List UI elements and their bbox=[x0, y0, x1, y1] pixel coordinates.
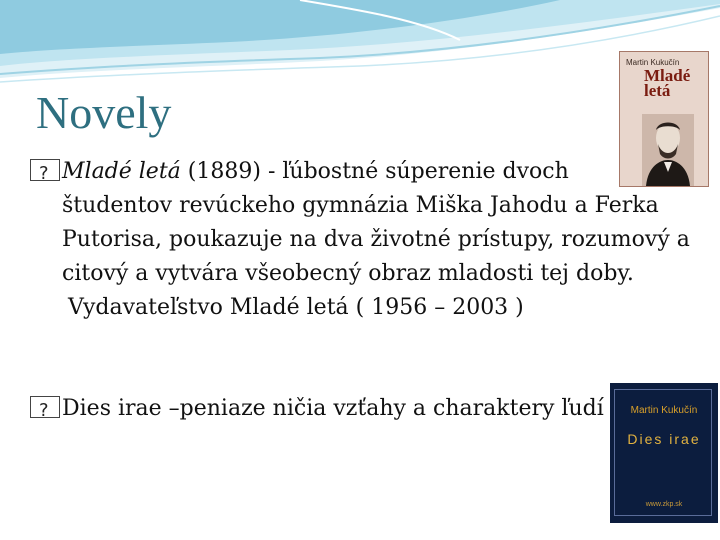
item-text: Dies irae –peniaze ničia vzťahy a charaktery ľudí bbox=[62, 396, 604, 421]
list-item-dies-irae bbox=[30, 392, 690, 426]
cover-author: Martin Kukučín bbox=[630, 405, 698, 416]
cover-url: www.zkp.sk bbox=[645, 501, 683, 508]
dies-irae-book-cover bbox=[610, 383, 718, 523]
item-continuation-text: študentov revúckeho gymnázia Miška Jahodu a Ferka Putorisa, poukazuje na dva životné prístupy, rozumový a citový a vytvára všeobecný obraz mladosti tej doby. bbox=[62, 193, 690, 286]
slide-title: Novely bbox=[36, 87, 172, 138]
list-item-mlade-leta bbox=[30, 155, 690, 325]
author-portrait-icon bbox=[642, 114, 694, 186]
cover-author: Martin Kukučín bbox=[626, 58, 680, 67]
missing-glyph-bullet-icon bbox=[30, 396, 60, 418]
mlade-leta-book-cover bbox=[619, 51, 709, 187]
book-title-italic: Mladé letá bbox=[62, 159, 181, 184]
publisher-text: Vydavateľstvo Mladé letá ( 1956 – 2003 ) bbox=[68, 295, 524, 320]
item-lead-text: (1889) - ľúbostné súperenie dvoch bbox=[180, 159, 569, 184]
cover-title: Mladé letá bbox=[644, 66, 691, 100]
header-wave-decoration bbox=[0, 0, 720, 90]
cover-title: Dies irae bbox=[627, 431, 701, 447]
missing-glyph-bullet-icon bbox=[30, 159, 60, 181]
